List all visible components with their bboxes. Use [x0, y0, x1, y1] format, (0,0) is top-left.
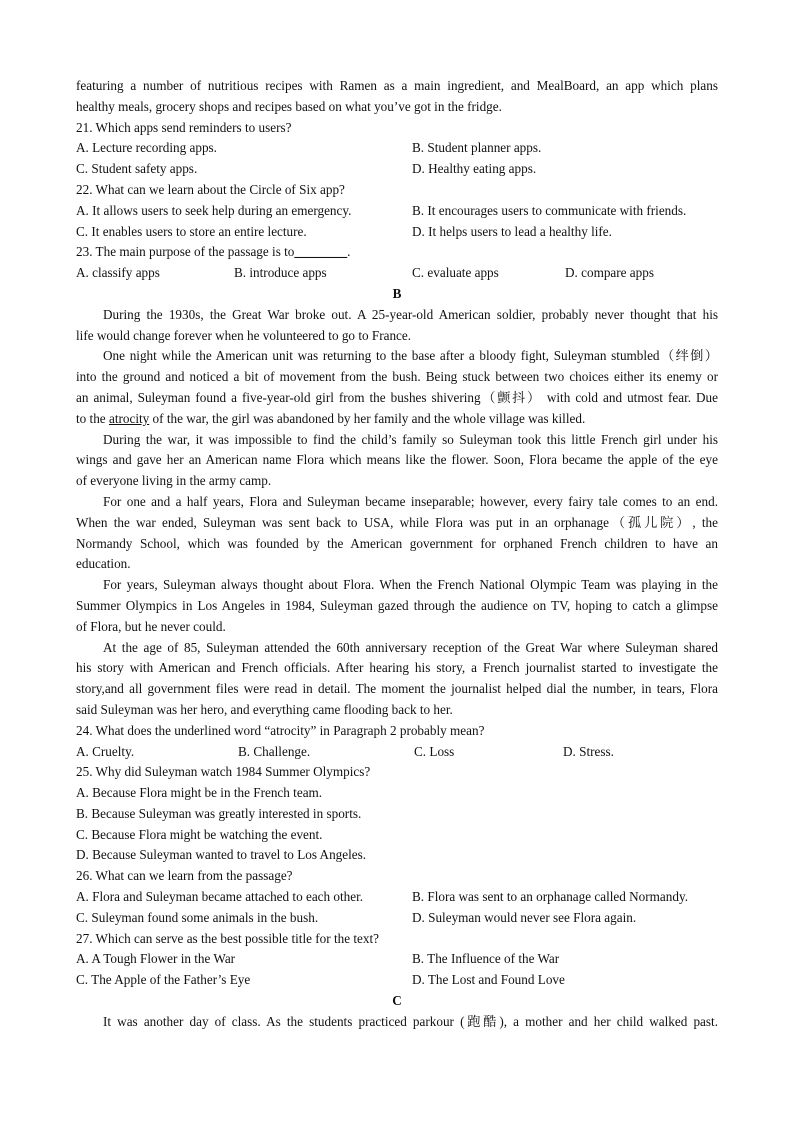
b-p2-pre: to the — [76, 410, 109, 426]
q21-options-row1 — [76, 138, 718, 159]
b-p3-line-3: of everyone living in the army camp. — [76, 473, 272, 489]
q26-option-d: D. Suleyman would never see Flora again. — [412, 909, 637, 925]
b-p2-line-1: One night while the American unit was returning to the base after a bloody fight, Suleyman stumbled（绊倒） — [103, 348, 718, 364]
q25-option-a: A. Because Flora might be in the French team. — [76, 785, 323, 801]
q23-options-row — [76, 263, 718, 284]
q24-option-d: D. Stress. — [563, 743, 614, 759]
b-p2-line-2: into the ground and noticed a bit of movement from the bush. Being stuck between two choices either its enemy or — [76, 369, 718, 385]
q23-stem — [76, 242, 718, 263]
b-p6-line-4: said Suleyman was her hero, and everything came flooding back to her. — [76, 701, 453, 717]
q27-option-d: D. The Lost and Found Love — [412, 972, 565, 988]
b-p4-line-1: For one and a half years, Flora and Suleyman became inseparable; however, every fairy tale comes to an end. — [103, 493, 718, 509]
atrocity-underlined-word: atrocity — [108, 410, 150, 426]
q27-stem: 27. Which can serve as the best possible title for the text? — [76, 930, 379, 946]
q26-option-b: B. Flora was sent to an orphanage called Normandy. — [412, 889, 689, 905]
b-p3-line-2: wings and gave her an American name Flora which means like the flower. Soon, Flora became the apple of the eye — [76, 452, 718, 468]
q23-stem-text: 23. The main purpose of the passage is to — [76, 244, 295, 260]
q21-option-d: D. Healthy eating apps. — [412, 161, 537, 177]
b-p2-line-4 — [76, 409, 718, 430]
q26-options-row1 — [76, 887, 718, 908]
b-p2-line-3: an animal, Suleyman found a five-year-old girl from the bushes shivering（颤抖） with cold and utmost fear. Due — [76, 389, 718, 405]
q24-stem: 24. What does the underlined word “atrocity” in Paragraph 2 probably mean? — [76, 722, 485, 738]
q24-option-c: C. Loss — [414, 743, 455, 759]
q22-options-row1 — [76, 201, 718, 222]
q27-option-a: A. A Tough Flower in the War — [76, 951, 236, 967]
q27-option-c: C. The Apple of the Father’s Eye — [76, 972, 251, 988]
b-p6-line-2: his story with American and French officials. After hearing his story, a French journalist started to investigate the — [76, 660, 718, 676]
q22-option-b: B. It encourages users to communicate with friends. — [412, 202, 687, 218]
b-p3-line-1: During the war, it was impossible to find the child’s family so Suleyman took this little French girl under his — [103, 431, 718, 447]
q27-options-row2 — [76, 970, 718, 991]
q26-options-row2 — [76, 908, 718, 929]
exam-page — [76, 76, 718, 1033]
q23-option-a: A. classify apps — [76, 265, 160, 281]
q27-options-row1 — [76, 949, 718, 970]
b-p1-line-2: life would change forever when he volunteered to go to France. — [76, 327, 412, 343]
q23-option-b: B. introduce apps — [234, 265, 327, 281]
b-p6-line-1: At the age of 85, Suleyman attended the 60th anniversary reception of the Great War where Suleyman shared — [103, 639, 718, 655]
q22-option-a: A. It allows users to seek help during an emergency. — [76, 202, 352, 218]
intro-line-2: healthy meals, grocery shops and recipes based on what you’ve got in the fridge. — [76, 98, 502, 114]
b-p5-line-3: of Flora, but he never could. — [76, 618, 226, 634]
b-p1-line-1: During the 1930s, the Great War broke out. A 25-year-old American soldier, probably never thought that his — [103, 306, 718, 322]
q21-option-a: A. Lecture recording apps. — [76, 140, 217, 156]
q23-option-d: D. compare apps — [565, 265, 654, 281]
b-p5-line-1: For years, Suleyman always thought about Flora. When the French National Olympic Team was playing in the — [103, 577, 718, 593]
b-p4-line-2: When the war ended, Suleyman was sent back to USA, while Flora was put in an orphanage（孤儿院）, the — [76, 514, 718, 530]
q23-option-c: C. evaluate apps — [412, 265, 499, 281]
q22-option-d: D. It helps users to lead a healthy life. — [412, 223, 612, 239]
b-p2-post: of the war, the girl was abandoned by her family and the whole village was killed. — [149, 410, 586, 426]
q25-option-d: D. Because Suleyman wanted to travel to Los Angeles. — [76, 847, 367, 863]
b-p5-line-2: Summer Olympics in Los Angeles in 1984, Suleyman gazed through the audience on TV, hoping to catch a glimpse — [76, 597, 718, 613]
q25-option-b: B. Because Suleyman was greatly interested in sports. — [76, 805, 362, 821]
q24-option-b: B. Challenge. — [238, 743, 311, 759]
q21-stem: 21. Which apps send reminders to users? — [76, 119, 292, 135]
q23-stem-end: . — [347, 244, 351, 260]
b-p6-line-3: story,and all government files were read in detail. The moment the journalist helped dial the number, in tears, Flora — [76, 681, 718, 697]
q21-options-row2 — [76, 159, 718, 180]
intro-line-1: featuring a number of nutritious recipes with Ramen as a main ingredient, and MealBoard, an app which plans — [76, 78, 718, 93]
c-p1-line-1: It was another day of class. As the students practiced parkour (跑酷), a mother and her child walked past. — [103, 1013, 718, 1029]
q25-stem: 25. Why did Suleyman watch 1984 Summer Olympics? — [76, 764, 371, 780]
section-c-heading: C — [392, 993, 402, 1009]
b-p4-line-3: Normandy School, which was founded by the American government for orphaned French children to have an — [76, 535, 718, 551]
q24-option-a: A. Cruelty. — [76, 743, 135, 759]
q22-options-row2 — [76, 222, 718, 243]
q22-stem: 22. What can we learn about the Circle of Six app? — [76, 181, 345, 197]
q25-option-c: C. Because Flora might be watching the event. — [76, 826, 323, 842]
q22-option-c: C. It enables users to store an entire lecture. — [76, 223, 307, 239]
q23-blank: ________ — [294, 244, 348, 260]
q26-option-c: C. Suleyman found some animals in the bush. — [76, 909, 319, 925]
q26-stem: 26. What can we learn from the passage? — [76, 868, 293, 884]
q27-option-b: B. The Influence of the War — [412, 951, 560, 967]
q26-option-a: A. Flora and Suleyman became attached to each other. — [76, 889, 364, 905]
b-p4-line-4: education. — [76, 556, 131, 572]
q21-option-b: B. Student planner apps. — [412, 140, 542, 156]
section-b-heading: B — [392, 285, 402, 301]
q21-option-c: C. Student safety apps. — [76, 161, 198, 177]
q24-options-row — [76, 742, 718, 763]
